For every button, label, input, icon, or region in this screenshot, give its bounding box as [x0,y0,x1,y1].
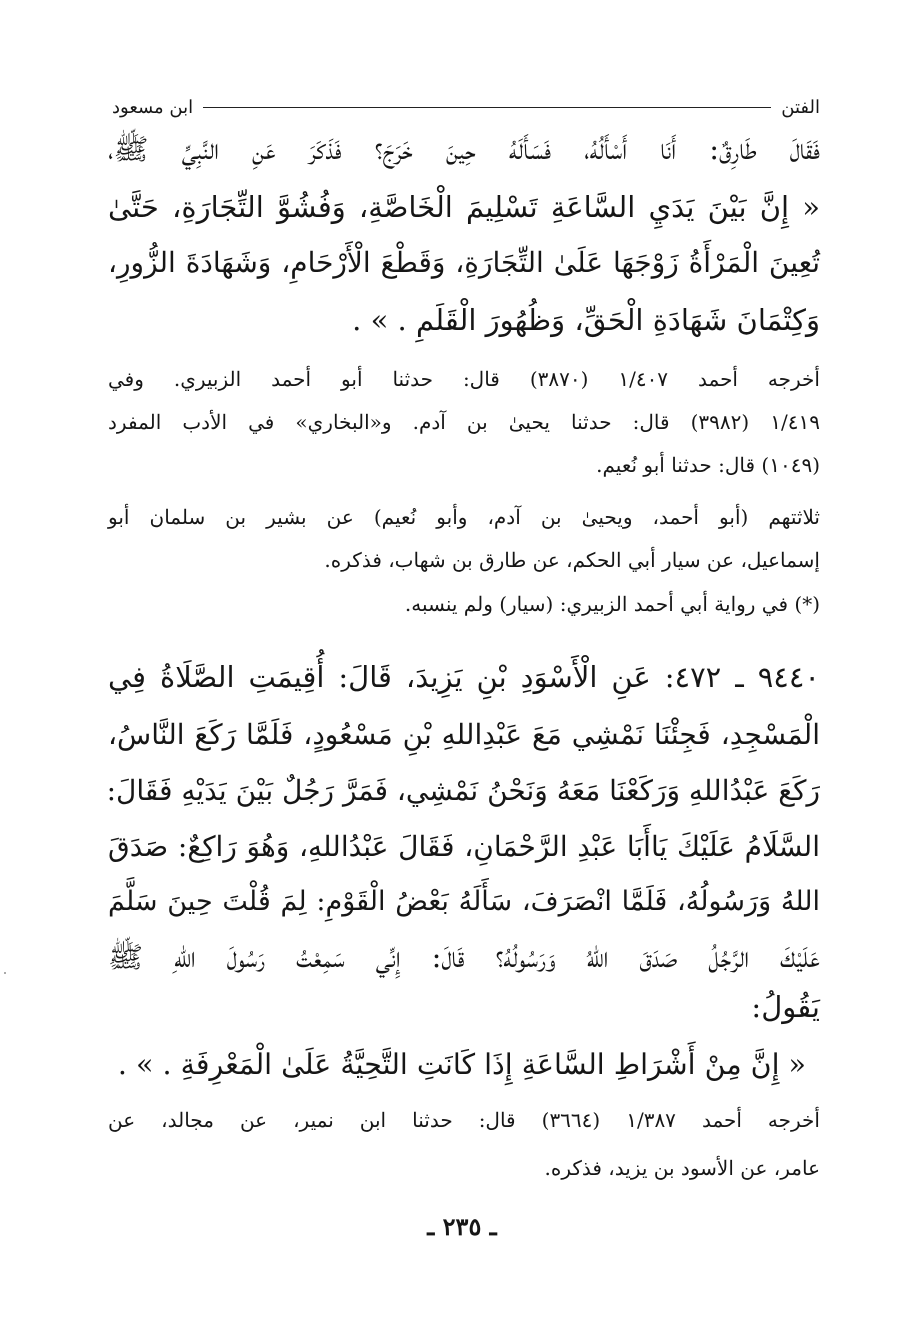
hadith2-line: ٩٤٤٠ ـ ٤٧٢: عَنِ الْأَسْوَدِ بْنِ يَزِيدَ، قَالَ: أُقِيمَتِ الصَّلَاةُ فِي [108,660,820,694]
page-number: ـ ٢٣٥ ـ [427,1212,497,1241]
hadith1-line: « إِنَّ بَيْنَ يَدَيِ السَّاعَةِ تَسْلِيمَ الْخَاصَّةِ، وَفُشُوَّ التِّجَارَةِ، حَتَّىٰ [108,190,820,224]
takhrij1-line: (١٠٤٩) قال: حدثنا أبو نُعيم. [596,453,820,477]
hadith2-line: عَلَيْكَ الرَّجُلُ صَدَقَ اللهُ وَرَسُولُهُ؟ قَالَ: إِنِّي سَمِعْتُ رَسُولَ اللهِ ﷺ [108,940,820,974]
hadith1-line: فَقَالَ طَارِقٌ: أَنَا أَسْأَلُهُ، فَسَأَلَهُ حِينَ خَرَجَ؟ فَذَكَرَ عَنِ النَّبِيِّ ﷺ، [108,132,820,166]
hadith2-line: السَّلَامُ عَلَيْكَ يَاأَبَا عَبْدِ الرَّحْمَانِ، فَقَالَ عَبْدُاللهِ، وَهُوَ رَاكِعٌ: صَدَقَ [108,830,820,863]
header-chapter: الفتن [781,96,820,118]
header-companion: ابن مسعود [112,96,194,118]
hadith2-line: اللهُ وَرَسُولُهُ، فَلَمَّا انْصَرَفَ، سَأَلَهُ بَعْضُ الْقَوْمِ: لِمَ قُلْتَ حِينَ سَلَّمَ [108,886,820,917]
hadith2-line: الْمَسْجِدِ، فَجِئْنَا نَمْشِي مَعَ عَبْدِاللهِ بْنِ مَسْعُودٍ، فَلَمَّا رَكَعَ النَّاسُ، [108,718,820,751]
takhrij2-line: أخرجه أحمد ١/٣٨٧ (٣٦٦٤) قال: حدثنا ابن نمير، عن مجالد، عن [108,1108,820,1132]
hadith2-line: رَكَعَ عَبْدُاللهِ وَرَكَعْنَا مَعَهُ وَنَحْنُ نَمْشِي، فَمَرَّ رَجُلٌ بَيْنَ يَدَيْهِ فَقَالَ: [106,774,820,807]
hadith2-quote: « إِنَّ مِنْ أَشْرَاطِ السَّاعَةِ إِذَا كَانَتِ التَّحِيَّةُ عَلَىٰ الْمَعْرِفَةِ . » . [117,1048,806,1081]
takhrij1-line: ثلاثتهم (أبو أحمد، ويحيىٰ بن آدم، وأبو نُعيم) عن بشير بن سلمان أبو [108,505,820,529]
takhrij1-line: ١/٤١٩ (٣٩٨٢) قال: حدثنا يحيىٰ بن آدم. و«البخاري» في الأدب المفرد [108,410,820,434]
running-header [112,92,820,122]
header-rule [203,107,771,108]
takhrij1-line: أخرجه أحمد ١/٤٠٧ (٣٨٧٠) قال: حدثنا أبو أحمد الزبيري. وفي [108,367,820,391]
hadith1-line: وَكِتْمَانَ شَهَادَةِ الْحَقِّ، وَظُهُورَ الْقَلَمِ . » . [352,303,820,337]
takhrij1-footnote: (*) في رواية أبي أحمد الزبيري: (سيار) ولم ينسبه. [404,592,820,616]
hadith1-line: تُعِينَ الْمَرْأَةُ زَوْجَهَا عَلَىٰ التِّجَارَةِ، وَقَطْعَ الْأَرْحَامِ، وَشَهَادَةَ الزُّورِ، [108,246,820,279]
takhrij2-line: عامر، عن الأسود بن يزيد، فذكره. [544,1156,820,1180]
hadith2-line: يَقُولُ: [751,990,820,1024]
takhrij1-line: إسماعيل، عن سيار أبي الحكم، عن طارق بن شهاب، فذكره. [324,548,820,572]
scan-speck [4,972,6,974]
